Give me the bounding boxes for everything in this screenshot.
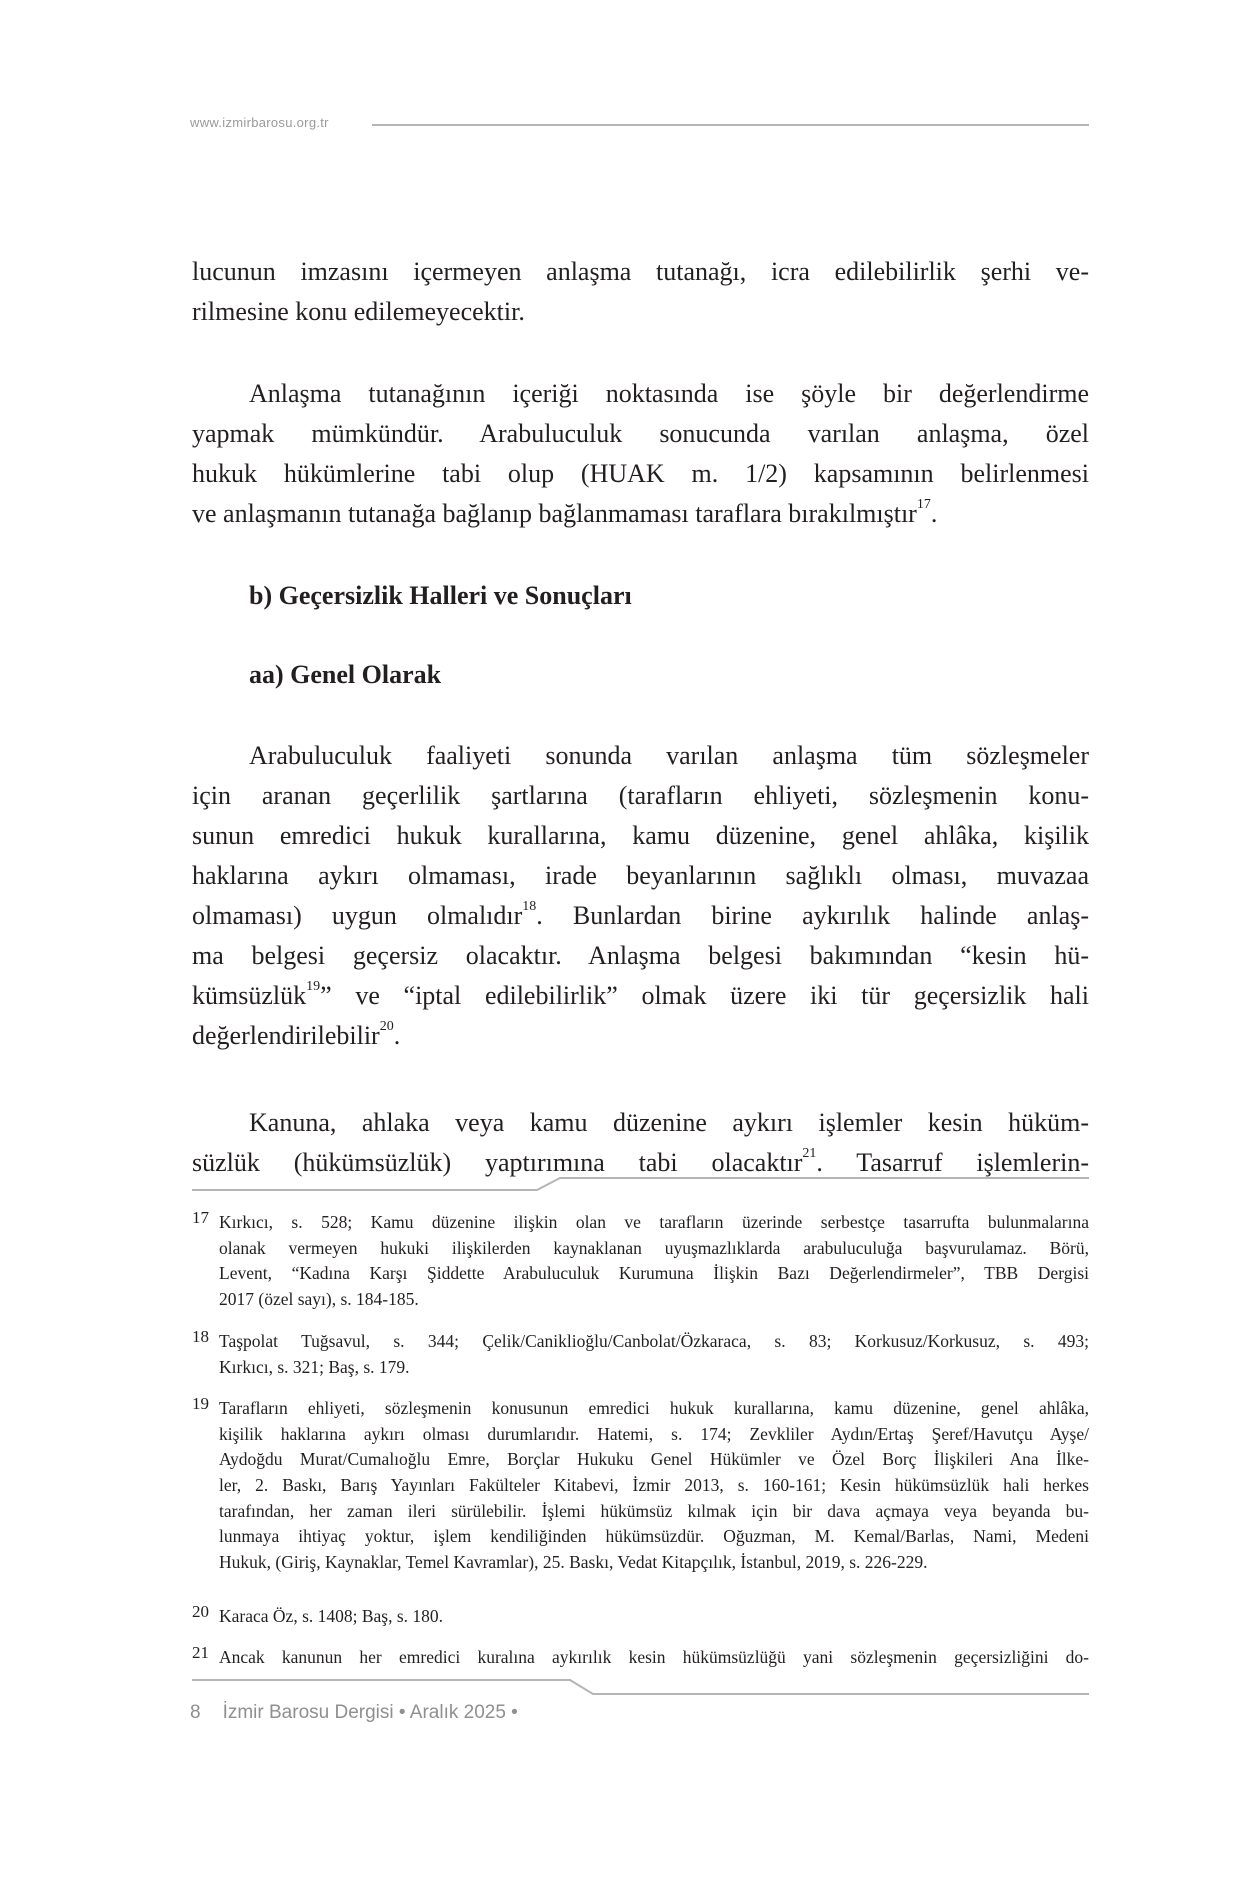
footnote-line: [192, 1447, 1089, 1473]
section-heading-aa: aa) Genel Olarak: [249, 660, 442, 689]
footnote-line: [192, 1499, 1089, 1525]
footnote-text: Hukuk, (Giriş, Kaynaklar, Temel Kavramlar), 25. Baskı, Vedat Kitapçılık, İstanbul, 2019, s. 226-229.: [219, 1552, 928, 1573]
footnote-17: [192, 1210, 1089, 1313]
page-number: 8: [190, 1702, 201, 1723]
text-run: . Bunlardan birine aykırılık halinde anlaş-: [536, 901, 1089, 930]
footnote-text: lunmaya ihtiyaç yoktur, işlem kendiliğinden hükümsüzdür. Oğuzman, M. Kemal/Barlas, Nami, Medeni: [219, 1526, 1089, 1547]
footnote-text: Kırkıcı, s. 321; Baş, s. 179.: [219, 1356, 410, 1377]
footnote-text: Tarafların ehliyeti, sözleşmenin konusunun emredici hukuk kurallarına, kamu düzenine, genel ahlâka,: [219, 1398, 1089, 1418]
footnote-number: 19: [192, 1394, 209, 1413]
footnote-ref: 20: [379, 1019, 394, 1034]
footnote-text: 2017 (özel sayı), s. 184-185.: [219, 1289, 419, 1310]
page-footer: [190, 1702, 518, 1724]
text-run: süzlük (hükümsüzlük) yaptırımına tabi olacaktır: [192, 1148, 803, 1177]
section-heading-b: b) Geçersizlik Halleri ve Sonuçları: [249, 581, 632, 610]
header-url: www.izmirbarosu.org.tr: [190, 115, 329, 130]
footnote-line: [192, 1396, 1089, 1422]
footnote-line: [192, 1422, 1089, 1448]
text-run: Anlaşma tutanağının içeriği noktasında ise şöyle bir değerlendirme: [249, 379, 1089, 408]
footnote-line: [192, 1236, 1089, 1262]
footnote-line: [192, 1550, 1089, 1576]
footnote-line: [192, 1329, 1089, 1355]
footnote-line: [192, 1210, 1089, 1236]
footnote-line: [192, 1645, 1089, 1671]
text-run: değerlendirilebilir: [192, 1021, 380, 1050]
footnote-text: Karaca Öz, s. 1408; Baş, s. 180.: [219, 1606, 444, 1626]
text-run: ” ve “iptal edilebilirlik” olmak üzere iki tür geçersizlik hali: [320, 981, 1089, 1010]
text-run: rilmesine konu edilemeyecektir.: [192, 297, 525, 326]
footnote-20: [192, 1604, 1089, 1630]
footnote-text: tarafından, her zaman ileri sürülebilir. İşlemi hükümsüz kılmak için bir dava açmaya veya beyanda bu-: [219, 1500, 1089, 1521]
footnote-number: 21: [192, 1643, 209, 1662]
text-run: yapmak mümkündür. Arabuluculuk sonucunda varılan anlaşma, özel: [192, 419, 1089, 448]
footnote-line: [192, 1604, 1089, 1630]
text-run: .: [393, 1021, 401, 1050]
footnote-line: [192, 1524, 1089, 1550]
text-run: .: [930, 499, 938, 528]
text-run: hukuk hükümlerine tabi olup (HUAK m. 1/2) kapsamının belirlenmesi: [192, 459, 1089, 488]
text-run: ve anlaşmanın tutanağa bağlanıp bağlanmaması taraflara bırakılmıştır: [192, 499, 917, 528]
text-run: olmaması) uygun olmalıdır: [192, 901, 523, 930]
footnote-number: 17: [192, 1208, 209, 1227]
footnote-text: Aydoğdu Murat/Cumalıoğlu Emre, Borçlar Hukuku Genel Hükümler ve Özel Borç İlişkileri Ana İlke-: [219, 1449, 1089, 1470]
text-run: haklarına aykırı olmaması, irade beyanlarının sağlıklı olması, muvazaa: [192, 861, 1089, 890]
footnote-text: Taşpolat Tuğsavul, s. 344; Çelik/Caniklioğlu/Canbolat/Özkaraca, s. 83; Korkusuz/Korkusuz, s. 493;: [219, 1331, 1089, 1351]
footnote-21: [192, 1645, 1089, 1671]
text-run: sunun emredici hukuk kurallarına, kamu düzenine, genel ahlâka, kişilik: [192, 821, 1089, 850]
footnote-18: [192, 1329, 1089, 1380]
text-run: Arabuluculuk faaliyeti sonunda varılan anlaşma tüm sözleşmeler: [249, 741, 1089, 770]
footnote-line: [192, 1473, 1089, 1499]
footnote-ref: 19: [306, 979, 321, 994]
journal-title: İzmir Barosu Dergisi • Aralık 2025 •: [222, 1702, 518, 1723]
footnote-number: 20: [192, 1602, 209, 1621]
text-run: için aranan geçerlilik şartlarına (tarafların ehliyeti, sözleşmenin konu-: [192, 781, 1089, 810]
footnote-ref: 21: [802, 1146, 817, 1161]
footnote-line: [192, 1287, 1089, 1313]
text-run: . Tasarruf işlemlerin-: [816, 1148, 1089, 1177]
footnote-19: [192, 1396, 1089, 1576]
footnote-text: Kırkıcı, s. 528; Kamu düzenine ilişkin olan ve tarafların üzerinde serbestçe tasarrufta bulunmalarına: [219, 1212, 1089, 1232]
footnote-ref: 17: [916, 497, 931, 512]
text-run: kümsüzlük: [192, 981, 307, 1010]
footnote-number: 18: [192, 1327, 209, 1346]
footer-rule: [192, 1680, 1089, 1694]
text-run: lucunun imzasını içermeyen anlaşma tutanağı, icra edilebilirlik şerhi ve-: [192, 257, 1089, 286]
footnote-line: [192, 1355, 1089, 1381]
text-run: Kanuna, ahlaka veya kamu düzenine aykırı işlemler kesin hüküm-: [249, 1108, 1089, 1137]
footnote-text: kişilik haklarına aykırı olması durumlarıdır. Hatemi, s. 174; Zevkliler Aydın/Ertaş Şeref/Havutçu Ayşe/: [219, 1423, 1089, 1444]
footnote-ref: 18: [522, 899, 537, 914]
footnote-line: [192, 1261, 1089, 1287]
footnote-text: Levent, “Kadına Karşı Şiddette Arabuluculuk Kurumuna İlişkin Bazı Değerlendirmeler”, TBB Dergisi: [219, 1263, 1089, 1284]
footnote-text: olanak vermeyen hukuki ilişkilerden kaynaklanan uyuşmazlıklarda arabuluculuğa başvurulamaz. Börü,: [219, 1237, 1089, 1258]
footnote-text: Ancak kanunun her emredici kuralına aykırılık kesin hükümsüzlüğü yani sözleşmenin geçersizliğini do-: [219, 1647, 1089, 1667]
text-run: ma belgesi geçersiz olacaktır. Anlaşma belgesi bakımından “kesin hü-: [192, 941, 1089, 970]
footnote-text: ler, 2. Baskı, Barış Yayınları Fakülteler Kitabevi, İzmir 2013, s. 160-161; Kesin hükümsüzlük hali herkes: [219, 1475, 1089, 1496]
